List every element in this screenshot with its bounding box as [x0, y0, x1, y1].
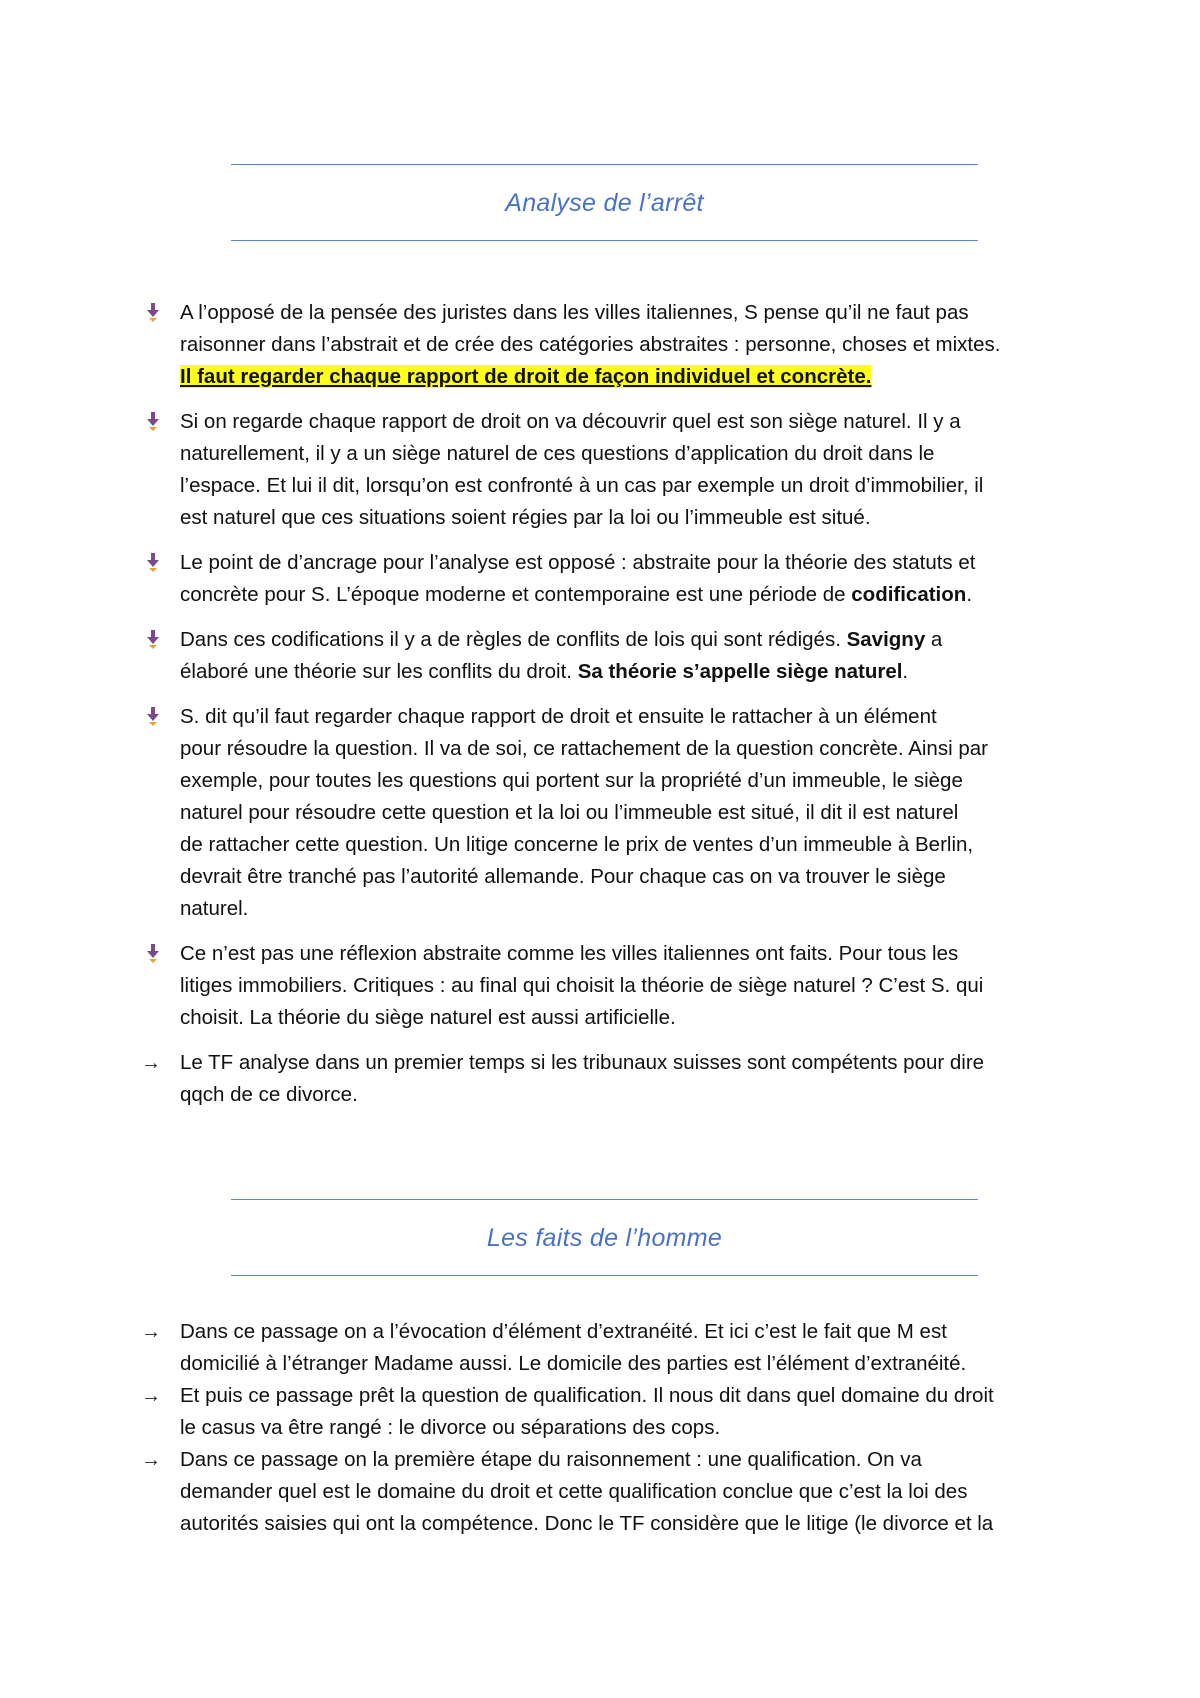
down-arrow-bullet-icon: [143, 701, 163, 733]
right-arrow-icon: →: [141, 1321, 161, 1343]
list-item: [180, 297, 1070, 393]
item-text-line: Dans ce passage on la première étape du raisonnement : une qualification. On va: [180, 1448, 922, 1471]
item-text-line: raisonner dans l’abstrait et de crée des catégories abstraites : personne, choses et mixtes.: [180, 333, 1001, 356]
list-item: [180, 938, 1070, 1034]
section-heading: Analyse de l’arrêt: [505, 189, 704, 217]
bold-term: Sa théorie s’appelle siège naturel: [577, 660, 903, 683]
bold-term: codification: [851, 583, 967, 606]
bold-term: Savigny: [846, 628, 926, 651]
item-text-line: [180, 579, 1070, 611]
item-text-line: demander quel est le domaine du droit et cette qualification conclue que c’est la loi des: [180, 1480, 968, 1503]
heading-rule-top: [231, 1199, 978, 1200]
item-text-line: Le point de d’ancrage pour l’analyse est opposé : abstraite pour la théorie des statuts et: [180, 551, 976, 574]
heading-block: [231, 164, 978, 247]
item-text-line: pour résoudre la question. Il va de soi, ce rattachement de la question concrète. Ainsi par: [180, 737, 988, 760]
down-arrow-bullet-icon: [143, 547, 163, 579]
item-text-line: S. dit qu’il faut regarder chaque rapport de droit et ensuite le rattacher à un élément: [180, 705, 937, 728]
section-faits: [0, 1199, 1200, 1282]
text-segment: élaboré une théorie sur les conflits du droit.: [180, 660, 578, 683]
down-arrow-bullet-icon: [143, 624, 163, 656]
item-text-line: de rattacher cette question. Un litige concerne le prix de ventes d’un immeuble à Berlin,: [180, 833, 974, 856]
item-text-line: est naturel que ces situations soient régies par la loi ou l’immeuble est situé.: [180, 506, 871, 529]
text-segment: concrète pour S. L’époque moderne et contemporaine est une période de: [180, 583, 852, 606]
list-item: [180, 624, 1070, 688]
section-analyse: [0, 164, 1200, 247]
item-text-line: litiges immobiliers. Critiques : au final qui choisit la théorie de siège naturel ? C’est S. qui: [180, 974, 984, 997]
item-text-line: Ce n’est pas une réflexion abstraite comme les villes italiennes ont faits. Pour tous les: [180, 942, 959, 965]
item-text-line: [180, 624, 1070, 656]
text-segment: a: [925, 628, 943, 651]
item-text-line: naturel.: [180, 897, 249, 920]
arrow-item: [141, 1316, 1070, 1380]
right-arrow-icon: →: [141, 1385, 161, 1407]
down-arrow-bullet-icon: [143, 297, 163, 329]
arrow-list: [0, 1316, 1200, 1540]
down-arrow-bullet-icon: [143, 938, 163, 970]
item-text-line: naturel pour résoudre cette question et la loi ou l’immeuble est situé, il dit il est naturel: [180, 801, 959, 824]
item-text-line: Dans ce passage on a l’évocation d’élément d’extranéité. Et ici c’est le fait que M est: [180, 1320, 947, 1343]
item-text-line: domicilié à l’étranger Madame aussi. Le domicile des parties est l’élément d’extranéité.: [180, 1352, 967, 1375]
item-text-line: Si on regarde chaque rapport de droit on va découvrir quel est son siège naturel. Il y a: [180, 410, 961, 433]
heading-block: [231, 1199, 978, 1282]
item-text-line: Le TF analyse dans un premier temps si les tribunaux suisses sont compétents pour dire: [180, 1051, 985, 1074]
right-arrow-icon: →: [141, 1052, 161, 1074]
item-text-line: autorités saisies qui ont la compétence. Donc le TF considère que le litige (le divorce et la: [180, 1512, 994, 1535]
heading-rule-bottom: [231, 240, 978, 241]
list-item: [180, 547, 1070, 611]
item-text-line: le casus va être rangé : le divorce ou séparations des cops.: [180, 1416, 721, 1439]
item-text-line: exemple, pour toutes les questions qui portent sur la propriété d’un immeuble, le siège: [180, 769, 963, 792]
item-text-line: devrait être tranché pas l’autorité allemande. Pour chaque cas on va trouver le siège: [180, 865, 946, 888]
text-segment: Dans ces codifications il y a de règles de conflits de lois qui sont rédigés.: [180, 628, 847, 651]
text-segment: .: [902, 660, 909, 683]
item-text-line: [180, 656, 1070, 688]
arrow-item: [141, 1444, 1070, 1540]
heading-rule-bottom: [231, 1275, 978, 1276]
arrow-item: [141, 1047, 1070, 1111]
arrow-item: [141, 1380, 1070, 1444]
item-text-line: qqch de ce divorce.: [180, 1083, 358, 1106]
highlighted-text: Il faut regarder chaque rapport de droit de façon individuel et concrète.: [180, 365, 872, 388]
bullet-list: [0, 297, 1200, 1111]
item-text-line: choisit. La théorie du siège naturel est aussi artificielle.: [180, 1006, 676, 1029]
section-heading: Les faits de l’homme: [486, 1224, 723, 1252]
text-segment: .: [966, 583, 973, 606]
down-arrow-bullet-icon: [143, 406, 163, 438]
item-text-line: naturellement, il y a un siège naturel de ces questions d’application du droit dans le: [180, 442, 935, 465]
item-text-line: A l’opposé de la pensée des juristes dans les villes italiennes, S pense qu’il ne faut pas: [180, 301, 969, 324]
item-text-line: l’espace. Et lui il dit, lorsqu’on est confronté à un cas par exemple un droit d’immobilier, il: [180, 474, 984, 497]
list-item: [180, 701, 1070, 925]
highlight-line: [180, 361, 1070, 393]
item-text-line: Et puis ce passage prêt la question de qualification. Il nous dit dans quel domaine du droit: [180, 1384, 994, 1407]
right-arrow-icon: →: [141, 1449, 161, 1471]
list-item: [180, 406, 1070, 534]
heading-rule-top: [231, 164, 978, 165]
